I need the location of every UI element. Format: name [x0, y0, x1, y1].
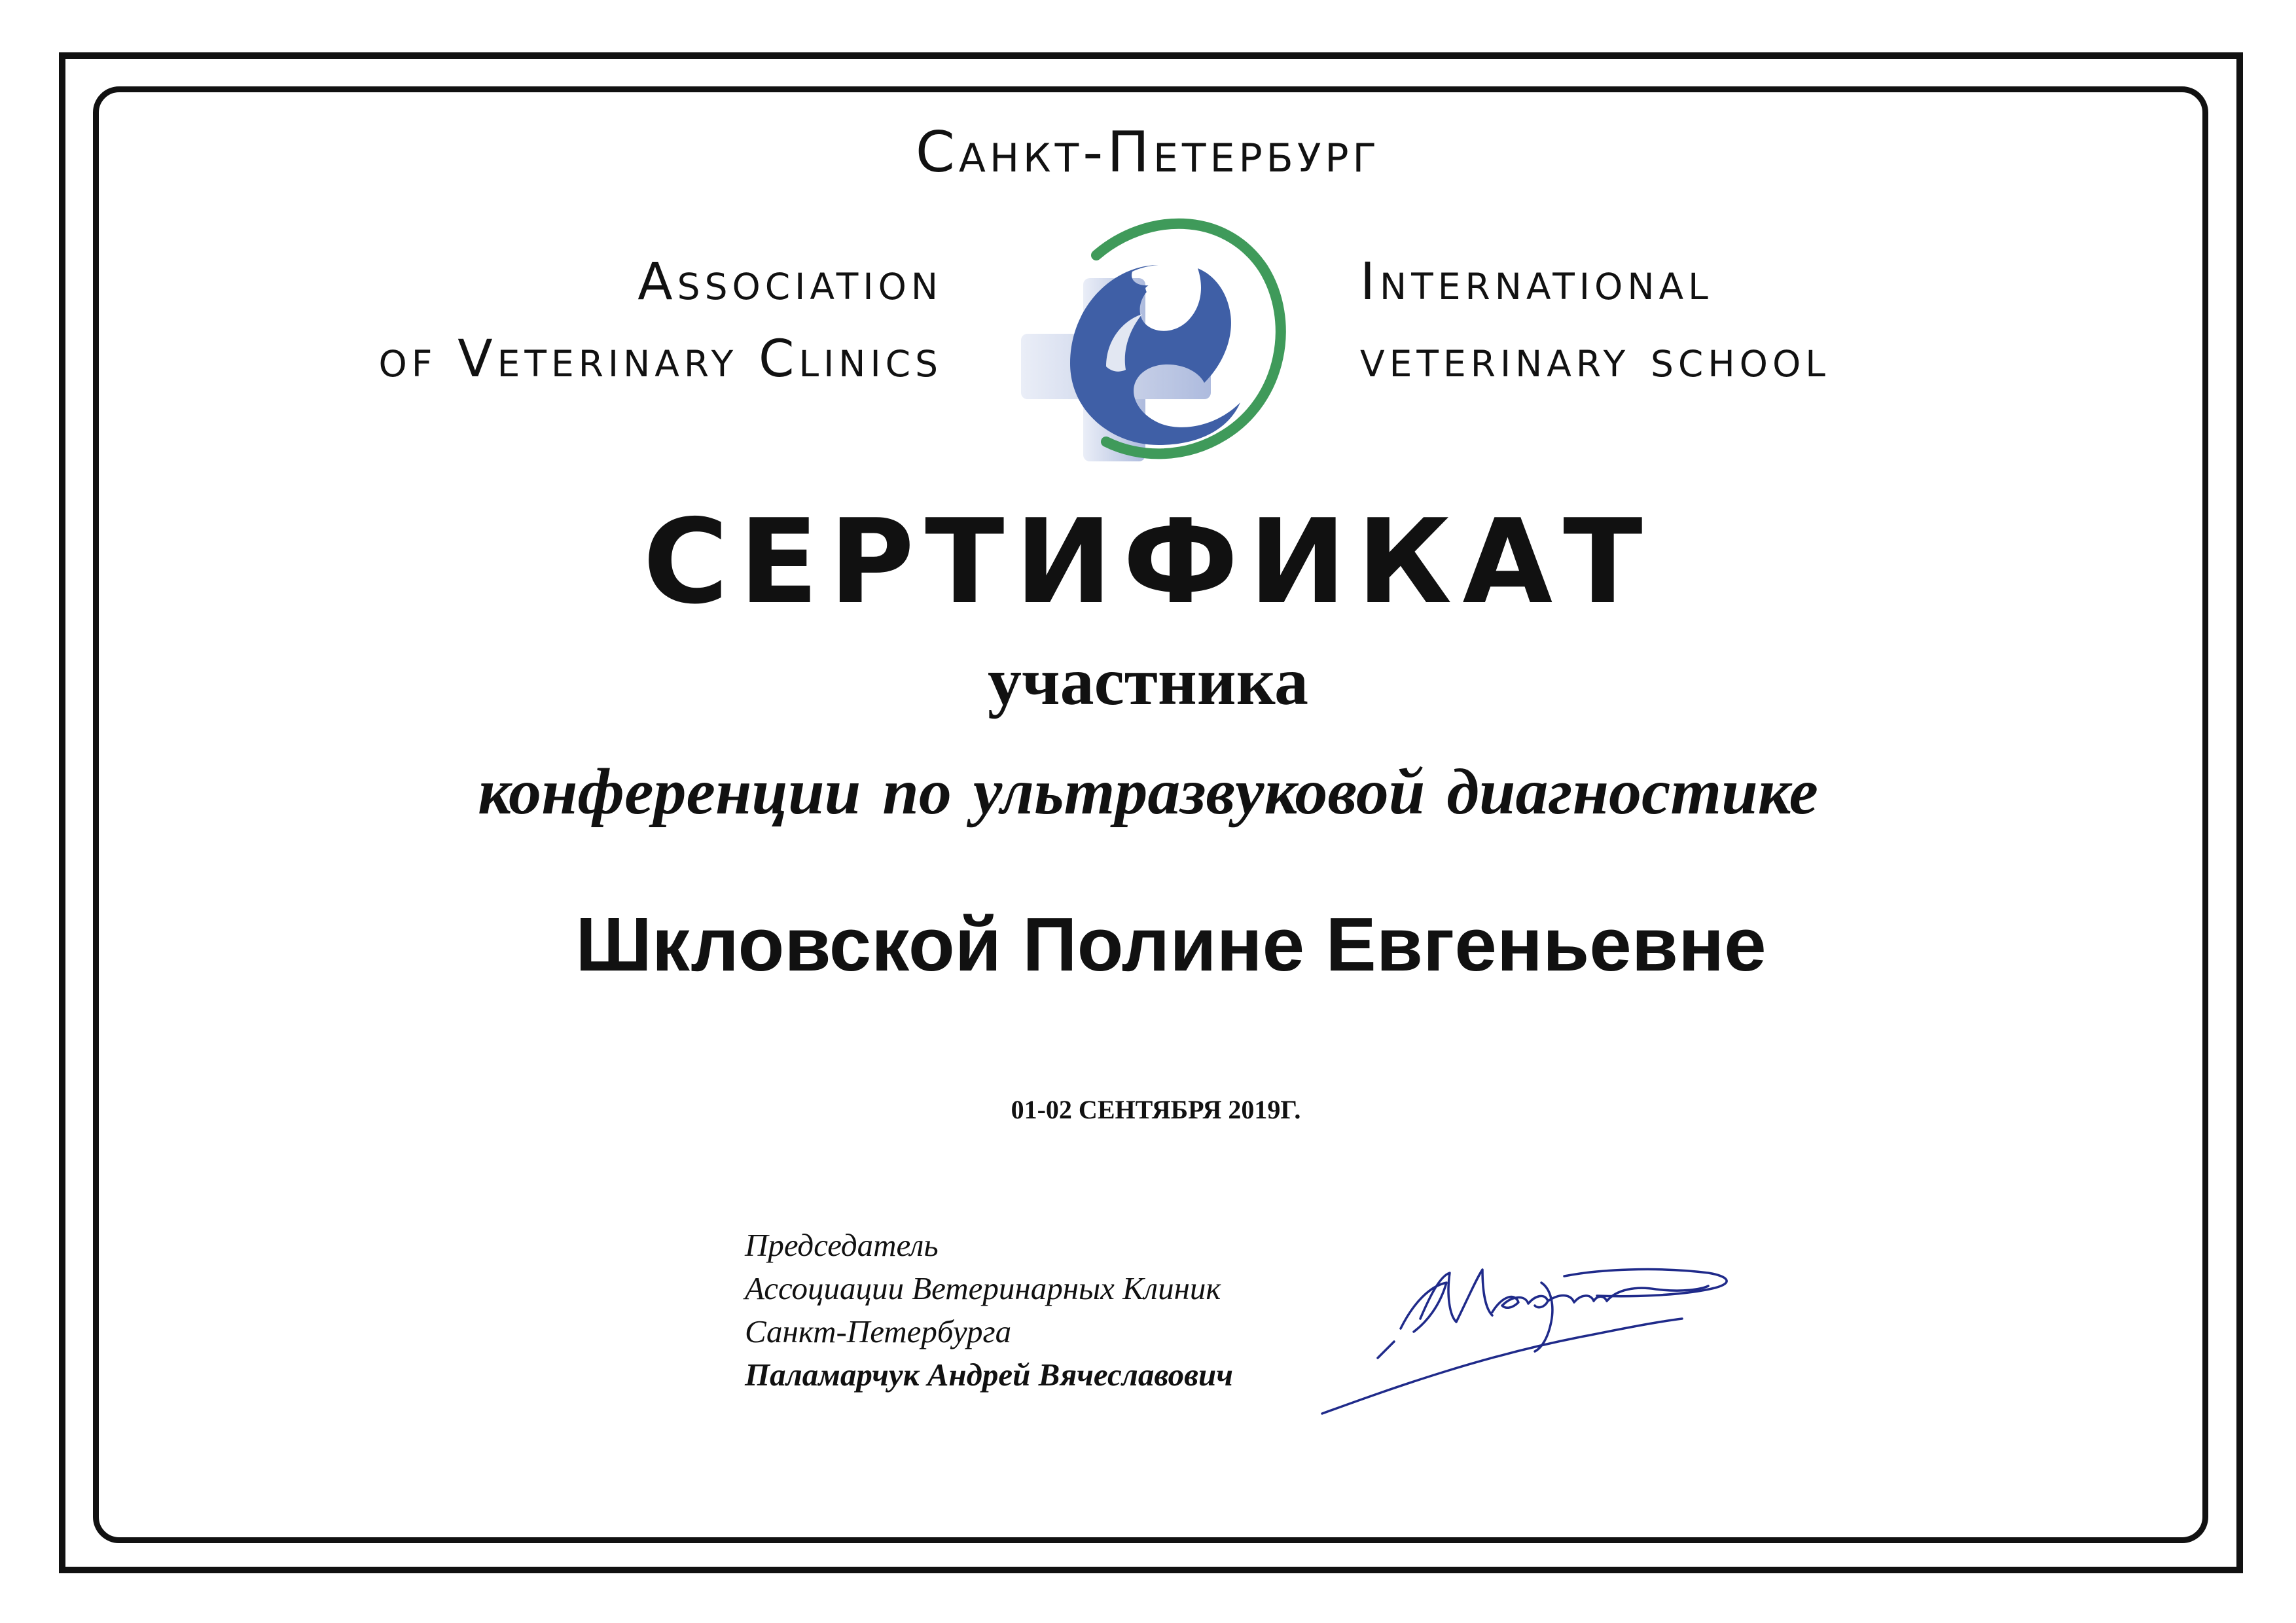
- city-heading: Санкт-Петербург: [915, 120, 1381, 185]
- recipient-name: Шкловской Полине Евгеньевне: [575, 902, 1767, 987]
- association-logo: [1008, 216, 1296, 465]
- signer-name: Паламарчук Андрей Вячеславович: [745, 1357, 1234, 1393]
- signer-position-line-3: Санкт-Петербурга: [745, 1313, 1012, 1349]
- signer-block: [745, 1224, 1233, 1397]
- certificate-title: СЕРТИФИКАТ: [643, 494, 1653, 630]
- school-name: [1360, 243, 1830, 398]
- school-name-line-2: veterinary school: [1360, 330, 1830, 389]
- signer-position-line-2: Ассоциации Ветеринарных Клиник: [745, 1270, 1221, 1306]
- signer-position-line-1: Председатель: [745, 1227, 939, 1263]
- handwritten-signature: [1316, 1243, 1748, 1427]
- event-description: конференции по ультразвуковой диагностике: [478, 755, 1818, 828]
- association-name: [379, 243, 942, 398]
- certificate-subtitle: участника: [987, 644, 1309, 719]
- association-name-line-1: Association: [637, 253, 942, 312]
- event-date: 01-02 СЕНТЯБРЯ 2019Г.: [1011, 1095, 1301, 1124]
- school-name-line-1: International: [1360, 253, 1713, 312]
- association-name-line-2: of Veterinary Clinics: [378, 330, 942, 389]
